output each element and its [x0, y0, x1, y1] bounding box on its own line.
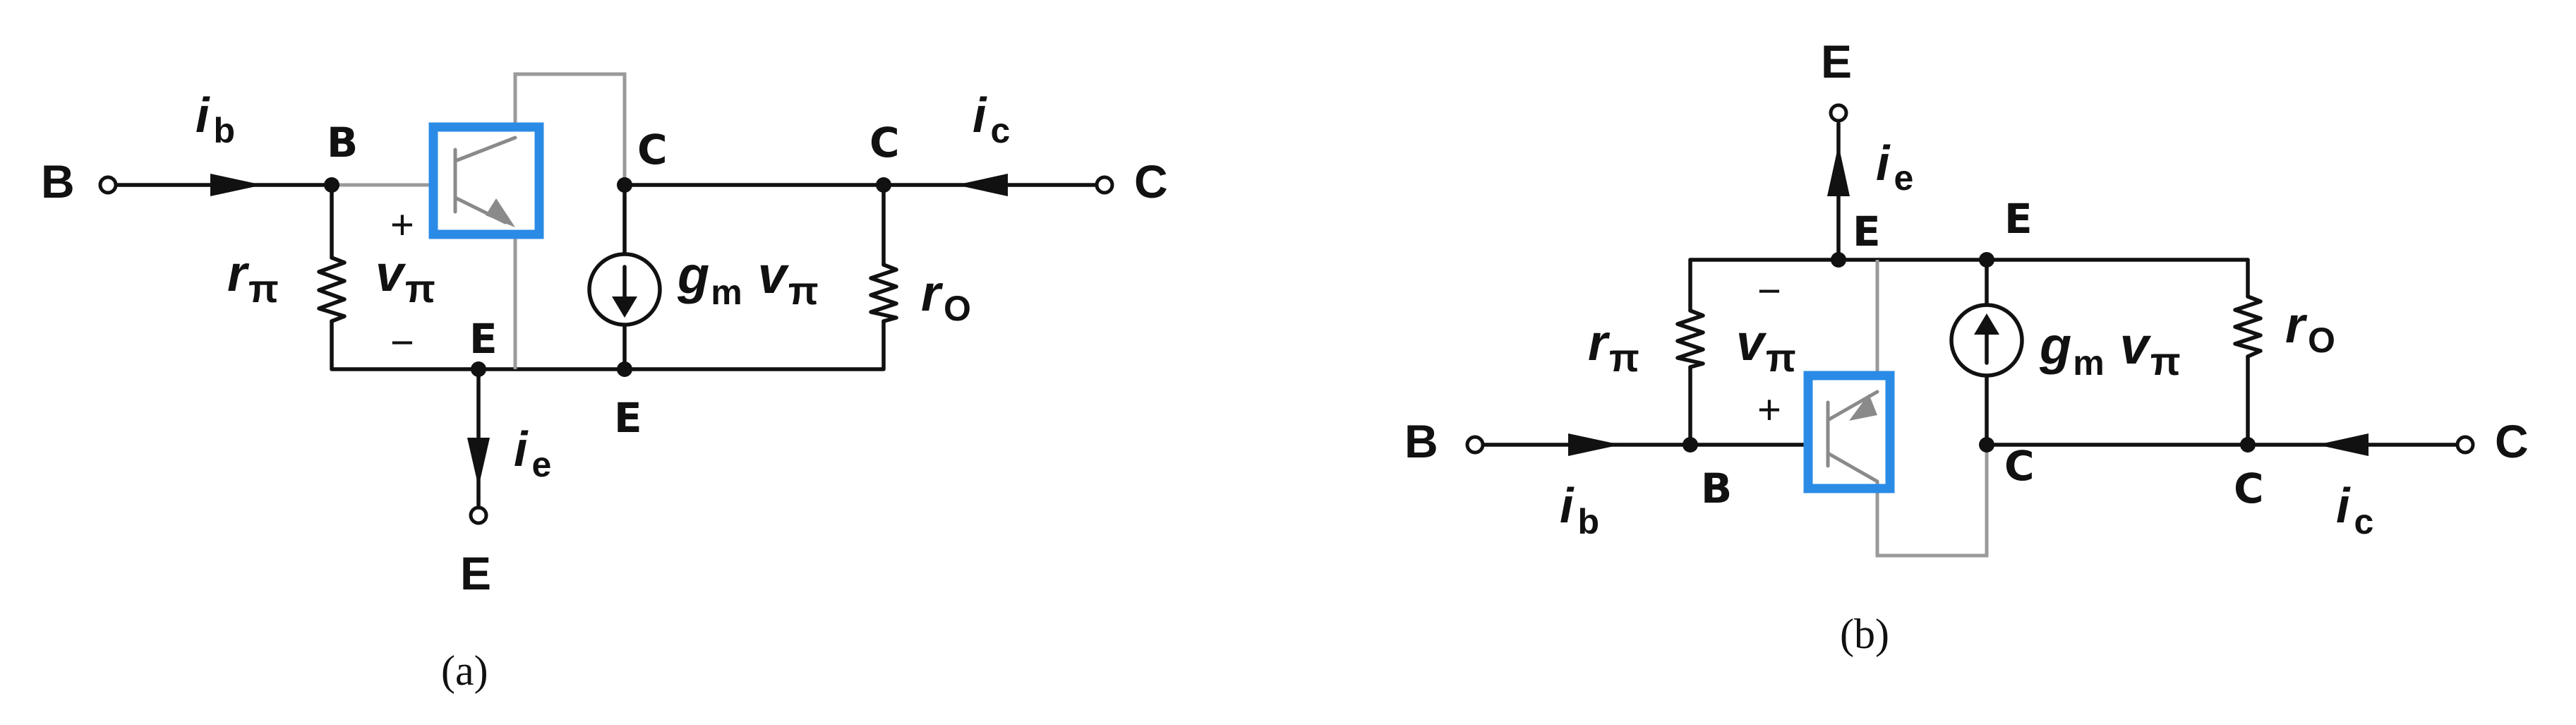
figure-a-terminal-emitter: [471, 508, 486, 523]
figure-b-terminal-emitter: [1831, 105, 1846, 121]
figure-a-terminal-label-c: C: [1134, 155, 1168, 208]
figure-b-terminal-label-b: B: [1404, 415, 1438, 467]
figure-a-node-label-c: C: [637, 126, 668, 174]
figure-a-node-dot-collector-2: [876, 177, 891, 193]
figure-a-terminal-label-e: E: [460, 547, 492, 599]
figure-a-node-dot-base: [324, 177, 339, 193]
figure-a-minus-sign: −: [390, 320, 414, 366]
figure-b-r-o-resistor: [2235, 296, 2261, 356]
figure-b: [1404, 35, 2529, 657]
figure-a-ic-arrow: [956, 174, 1008, 196]
figure-b-terminal-collector: [2457, 437, 2473, 453]
figure-a-node-label-b: B: [327, 119, 359, 167]
figure-b-node-dot-emitter: [1831, 252, 1846, 268]
figure-a-caption: (a): [441, 647, 488, 694]
figure-b-ie-arrow: [1827, 145, 1850, 196]
figure-b-terminal-label-e: E: [1821, 35, 1853, 88]
figure-b-r-o-label: rO: [2285, 297, 2335, 360]
figure-a-plus-sign: +: [390, 202, 414, 248]
figure-b-current-ie: i e: [1876, 136, 1914, 198]
figure-a-node-label-e2: E: [614, 394, 642, 442]
figure-a-r-pi-label: rπ: [227, 246, 279, 311]
figure-a-terminal-base: [100, 177, 116, 193]
figure-a-current-ic: i c: [973, 88, 1011, 150]
figure-b-node-dot-collector-2: [2240, 437, 2256, 453]
figure-b-gm-label: gm vπ: [2040, 316, 2181, 383]
figure-a-node-label-c2: C: [869, 119, 900, 167]
figure-b-terminal-label-c: C: [2495, 415, 2529, 467]
figure-a-r-pi-resistor: [319, 258, 344, 321]
figure-b-r-pi-label: rπ: [1588, 315, 1639, 380]
figure-a-ib-arrow: [210, 174, 263, 196]
figure-a-current-ib: i b: [195, 88, 235, 150]
figure-a-ie-arrow: [467, 438, 490, 487]
figure-a-transistor-highlight: [433, 127, 539, 234]
figure-a-terminal-label-b: B: [41, 155, 75, 208]
figure-b-gm-current-source: [1951, 305, 2022, 376]
figure-a-node-dot-emitter-2: [617, 361, 632, 377]
figure-b-wires: [1475, 124, 2465, 445]
figure-b-node-dot-base: [1683, 437, 1698, 453]
figure-a-terminal-collector: [1097, 177, 1112, 193]
figure-b-current-ic: i c: [2336, 478, 2374, 541]
figure-a-v-pi-label: vπ: [375, 246, 435, 311]
figure-a: [41, 74, 1168, 694]
figure-b-plus-sign: +: [1757, 387, 1781, 433]
figure-b-node-label-e: E: [1853, 208, 1881, 256]
figure-a-node-label-e: E: [469, 315, 498, 363]
figure-a-gm-current-source: [589, 254, 660, 325]
figure-b-minus-sign: −: [1757, 268, 1781, 314]
figure-b-terminal-base: [1467, 437, 1483, 453]
figure-b-r-pi-resistor: [1678, 311, 1703, 367]
figure-b-node-label-b: B: [1701, 465, 1733, 513]
figure-a-wires: [108, 185, 1105, 498]
figure-b-node-dot-collector: [1979, 437, 1994, 453]
figure-a-r-o-label: rO: [921, 265, 971, 328]
figure-b-current-ib: i b: [1560, 478, 1599, 541]
figure-b-node-label-e2: E: [2004, 195, 2033, 243]
figure-a-r-o-resistor: [871, 265, 896, 321]
figure-b-v-pi-label: vπ: [1736, 315, 1796, 380]
figure-b-node-label-c: C: [2004, 442, 2035, 490]
figure-b-ib-arrow: [1568, 433, 1620, 456]
figure-a-node-dot-collector: [617, 177, 632, 193]
figure-b-node-dot-emitter-2: [1979, 252, 1994, 268]
figure-b-caption: (b): [1840, 611, 1889, 657]
figure-a-gm-label: gm vπ: [678, 246, 819, 313]
figure-b-transistor-highlight: [1808, 376, 1890, 489]
figure-a-node-dot-emitter: [471, 361, 486, 377]
figure-b-node-label-c2: C: [2234, 465, 2264, 513]
figure-b-ic-arrow: [2317, 433, 2369, 456]
figure-a-current-ie: i e: [514, 421, 552, 484]
